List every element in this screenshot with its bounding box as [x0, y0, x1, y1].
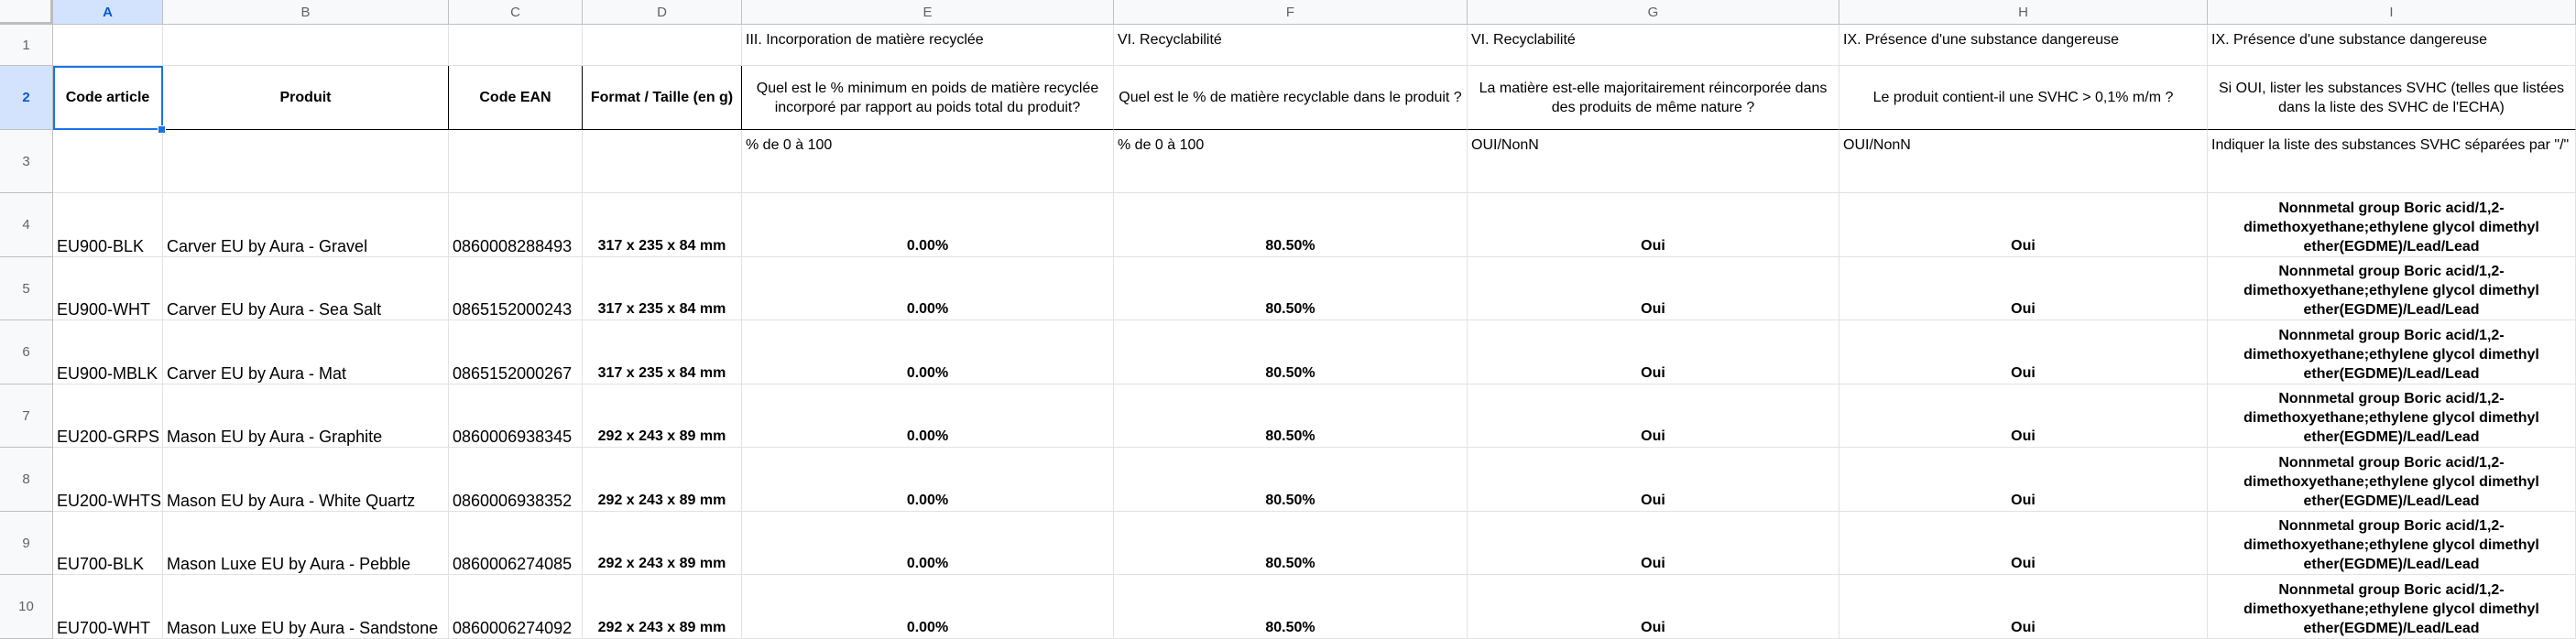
cell-svhc-list[interactable]: Nonnmetal group Boric acid/1,2-dimethoxyethane;ethylene glycol dimethyl ether(EGDME)/Lead/Lead	[2208, 448, 2576, 512]
cell-reincorporated[interactable]: Oui	[1468, 512, 1839, 575]
row-header-2[interactable]: 2	[0, 66, 53, 130]
row-header-4[interactable]: 4	[0, 193, 53, 257]
cell-c2[interactable]: Code EAN	[449, 66, 583, 130]
cell-reincorporated[interactable]: Oui	[1468, 320, 1839, 384]
cell-recyclable-pct[interactable]: 80.50%	[1114, 257, 1468, 320]
cell-code-article[interactable]: EU900-WHT	[53, 257, 163, 320]
cell-recyclable-pct[interactable]: 80.50%	[1114, 384, 1468, 448]
row-header-9[interactable]: 9	[0, 512, 53, 575]
cell-h3[interactable]: OUI/NonN	[1839, 130, 2208, 193]
cell-i2[interactable]: Si OUI, lister les substances SVHC (telles que listées dans la liste des SVHC de l'ECHA)	[2208, 66, 2576, 130]
cell-produit[interactable]: Carver EU by Aura - Sea Salt	[163, 257, 449, 320]
cell-svhc[interactable]: Oui	[1839, 193, 2208, 257]
cell-g2[interactable]: La matière est-elle majoritairement réincorporée dans des produits de même nature ?	[1468, 66, 1839, 130]
cell-svhc[interactable]: Oui	[1839, 320, 2208, 384]
cell-recyclable-pct[interactable]: 80.50%	[1114, 193, 1468, 257]
cell-code-ean[interactable]: 0860006274085	[449, 512, 583, 575]
cell-format[interactable]: 292 x 243 x 89 mm	[583, 575, 742, 639]
cell-reincorporated[interactable]: Oui	[1468, 384, 1839, 448]
row-header-5[interactable]: 5	[0, 257, 53, 320]
cell-recycled-pct[interactable]: 0.00%	[742, 384, 1114, 448]
cell-svhc-list[interactable]: Nonnmetal group Boric acid/1,2-dimethoxyethane;ethylene glycol dimethyl ether(EGDME)/Lead/Lead	[2208, 257, 2576, 320]
column-header-e[interactable]: E	[742, 0, 1114, 25]
cell-code-ean[interactable]: 0860006938352	[449, 448, 583, 512]
cell-svhc[interactable]: Oui	[1839, 384, 2208, 448]
cell-svhc-list[interactable]: Nonnmetal group Boric acid/1,2-dimethoxyethane;ethylene glycol dimethyl ether(EGDME)/Lead/Lead	[2208, 384, 2576, 448]
cell-e2[interactable]: Quel est le % minimum en poids de matière recyclée incorporé par rapport au poids total du produit?	[742, 66, 1114, 130]
cell-code-ean[interactable]: 0865152000267	[449, 320, 583, 384]
cell-recycled-pct[interactable]: 0.00%	[742, 575, 1114, 639]
cell-reincorporated[interactable]: Oui	[1468, 448, 1839, 512]
cell-recyclable-pct[interactable]: 80.50%	[1114, 320, 1468, 384]
cell-svhc[interactable]: Oui	[1839, 448, 2208, 512]
cell-code-article[interactable]: EU700-WHT	[53, 575, 163, 639]
column-header-c[interactable]: C	[449, 0, 583, 25]
column-header-a[interactable]: A	[53, 0, 163, 25]
fill-handle[interactable]	[158, 125, 166, 134]
cell-format[interactable]: 317 x 235 x 84 mm	[583, 320, 742, 384]
cell-svhc[interactable]: Oui	[1839, 575, 2208, 639]
cell-recycled-pct[interactable]: 0.00%	[742, 257, 1114, 320]
cell-format[interactable]: 317 x 235 x 84 mm	[583, 257, 742, 320]
cell-d2[interactable]: Format / Taille (en g)	[583, 66, 742, 130]
cell-svhc[interactable]: Oui	[1839, 512, 2208, 575]
cell-svhc-list[interactable]: Nonnmetal group Boric acid/1,2-dimethoxyethane;ethylene glycol dimethyl ether(EGDME)/Lead/Lead	[2208, 512, 2576, 575]
cell-g3[interactable]: OUI/NonN	[1468, 130, 1839, 193]
cell-h2[interactable]: Le produit contient-il une SVHC > 0,1% m/m ?	[1839, 66, 2208, 130]
cell-b3[interactable]	[163, 130, 449, 193]
cell-e3[interactable]: % de 0 à 100	[742, 130, 1114, 193]
cell-code-ean[interactable]: 0865152000243	[449, 257, 583, 320]
row-header-6[interactable]: 6	[0, 320, 53, 384]
cell-i1[interactable]: IX. Présence d'une substance dangereuse	[2208, 25, 2576, 66]
cell-d1[interactable]	[583, 25, 742, 66]
row-header-8[interactable]: 8	[0, 448, 53, 512]
cell-f3[interactable]: % de 0 à 100	[1114, 130, 1468, 193]
cell-recycled-pct[interactable]: 0.00%	[742, 448, 1114, 512]
cell-recyclable-pct[interactable]: 80.50%	[1114, 575, 1468, 639]
cell-d3[interactable]	[583, 130, 742, 193]
cell-e1[interactable]: III. Incorporation de matière recyclée	[742, 25, 1114, 66]
select-all-corner[interactable]	[0, 0, 53, 25]
cell-a3[interactable]	[53, 130, 163, 193]
column-header-f[interactable]: F	[1114, 0, 1468, 25]
cell-format[interactable]: 317 x 235 x 84 mm	[583, 193, 742, 257]
cell-recyclable-pct[interactable]: 80.50%	[1114, 448, 1468, 512]
cell-c1[interactable]	[449, 25, 583, 66]
cell-c3[interactable]	[449, 130, 583, 193]
cell-produit[interactable]: Mason Luxe EU by Aura - Sandstone	[163, 575, 449, 639]
row-header-3[interactable]: 3	[0, 130, 53, 193]
column-header-i[interactable]: I	[2208, 0, 2576, 25]
cell-code-ean[interactable]: 0860006938345	[449, 384, 583, 448]
cell-code-ean[interactable]: 0860008288493	[449, 193, 583, 257]
cell-svhc-list[interactable]: Nonnmetal group Boric acid/1,2-dimethoxyethane;ethylene glycol dimethyl ether(EGDME)/Lead/Lead	[2208, 193, 2576, 257]
column-header-h[interactable]: H	[1839, 0, 2208, 25]
row-header-1[interactable]: 1	[0, 25, 53, 66]
cell-i3[interactable]: Indiquer la liste des substances SVHC séparées par "/"	[2208, 130, 2576, 193]
cell-code-article[interactable]: EU900-MBLK	[53, 320, 163, 384]
cell-code-article[interactable]: EU900-BLK	[53, 193, 163, 257]
cell-svhc-list[interactable]: Nonnmetal group Boric acid/1,2-dimethoxyethane;ethylene glycol dimethyl ether(EGDME)/Lead/Lead	[2208, 575, 2576, 639]
cell-produit[interactable]: Mason EU by Aura - Graphite	[163, 384, 449, 448]
cell-g1[interactable]: VI. Recyclabilité	[1468, 25, 1839, 66]
cell-b1[interactable]	[163, 25, 449, 66]
cell-reincorporated[interactable]: Oui	[1468, 575, 1839, 639]
cell-format[interactable]: 292 x 243 x 89 mm	[583, 448, 742, 512]
cell-reincorporated[interactable]: Oui	[1468, 193, 1839, 257]
cell-code-article[interactable]: EU200-WHTS	[53, 448, 163, 512]
cell-code-ean[interactable]: 0860006274092	[449, 575, 583, 639]
row-header-10[interactable]: 10	[0, 575, 53, 639]
cell-svhc[interactable]: Oui	[1839, 257, 2208, 320]
cell-f1[interactable]: VI. Recyclabilité	[1114, 25, 1468, 66]
column-header-b[interactable]: B	[163, 0, 449, 25]
row-header-7[interactable]: 7	[0, 384, 53, 448]
cell-produit[interactable]: Carver EU by Aura - Gravel	[163, 193, 449, 257]
cell-produit[interactable]: Mason EU by Aura - White Quartz	[163, 448, 449, 512]
cell-h1[interactable]: IX. Présence d'une substance dangereuse	[1839, 25, 2208, 66]
cell-code-article[interactable]: EU700-BLK	[53, 512, 163, 575]
cell-code-article[interactable]: EU200-GRPS	[53, 384, 163, 448]
cell-recyclable-pct[interactable]: 80.50%	[1114, 512, 1468, 575]
cell-produit[interactable]: Carver EU by Aura - Mat	[163, 320, 449, 384]
cell-f2[interactable]: Quel est le % de matière recyclable dans le produit ?	[1114, 66, 1468, 130]
cell-format[interactable]: 292 x 243 x 89 mm	[583, 384, 742, 448]
cell-svhc-list[interactable]: Nonnmetal group Boric acid/1,2-dimethoxyethane;ethylene glycol dimethyl ether(EGDME)/Lead/Lead	[2208, 320, 2576, 384]
cell-produit[interactable]: Mason Luxe EU by Aura - Pebble	[163, 512, 449, 575]
cell-format[interactable]: 292 x 243 x 89 mm	[583, 512, 742, 575]
cell-recycled-pct[interactable]: 0.00%	[742, 320, 1114, 384]
cell-a1[interactable]	[53, 25, 163, 66]
cell-a2[interactable]: Code article	[53, 66, 163, 130]
cell-recycled-pct[interactable]: 0.00%	[742, 512, 1114, 575]
cell-b2[interactable]: Produit	[163, 66, 449, 130]
cell-reincorporated[interactable]: Oui	[1468, 257, 1839, 320]
column-header-g[interactable]: G	[1468, 0, 1839, 25]
cell-recycled-pct[interactable]: 0.00%	[742, 193, 1114, 257]
column-header-d[interactable]: D	[583, 0, 742, 25]
